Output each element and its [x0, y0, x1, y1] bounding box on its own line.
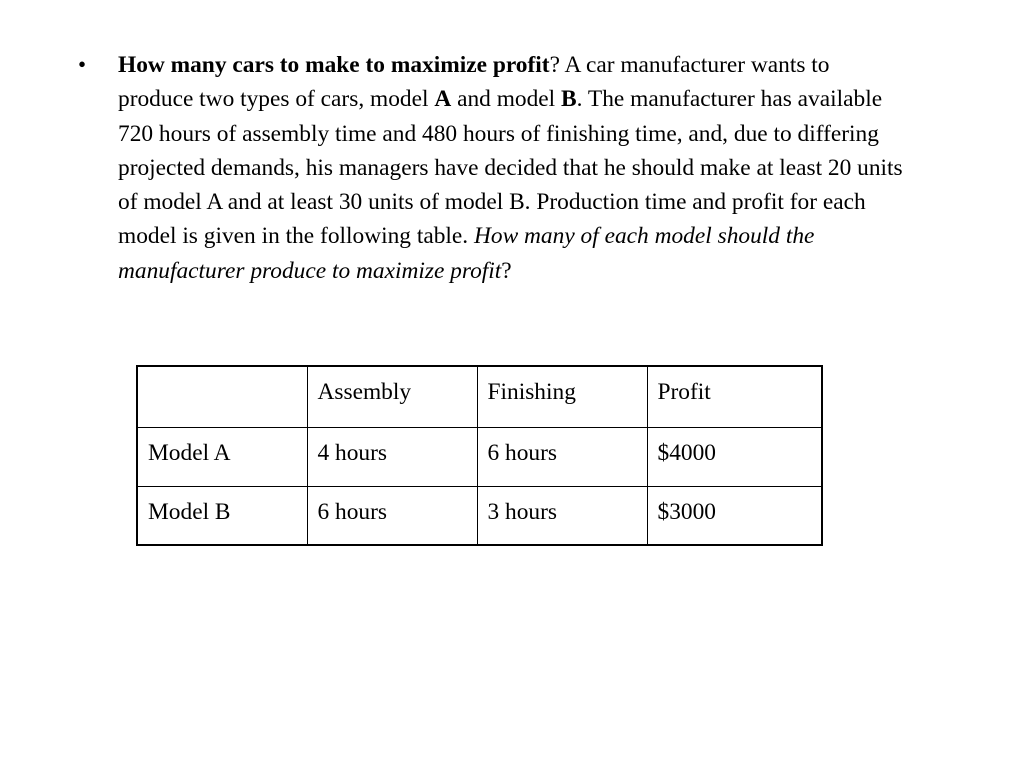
- production-table: [136, 365, 823, 546]
- table-header-row: [137, 366, 822, 427]
- table-cell: Model A: [137, 427, 307, 486]
- table-header-cell: Assembly: [307, 366, 477, 427]
- problem-body-1: ? A car manufacturer wants to produce two types of cars, model: [118, 52, 830, 113]
- table-header-cell: [137, 366, 307, 427]
- table-cell: 6 hours: [477, 427, 647, 486]
- table-row: [137, 427, 822, 486]
- table-cell: $4000: [647, 427, 822, 486]
- problem-body-2: and model: [451, 86, 562, 113]
- problem-end-mark: ?: [501, 257, 512, 284]
- problem-statement: [118, 48, 908, 288]
- problem-body-3: . The manufacturer has available 720 hours of assembly time and 480 hours of finishing time, and, due to differing projected demands, his managers have decided that he should make at least 20 units of model A and at least 30 units of model B. Production time and profit for each model is given in the following table.: [118, 86, 903, 250]
- table-cell: 3 hours: [477, 486, 647, 545]
- table-cell: 6 hours: [307, 486, 477, 545]
- table-header-cell: Finishing: [477, 366, 647, 427]
- model-a-label: A: [434, 86, 452, 113]
- model-b-label: B: [561, 86, 577, 113]
- table-cell: $3000: [647, 486, 822, 545]
- problem-bullet: [78, 48, 908, 288]
- table-cell: 4 hours: [307, 427, 477, 486]
- table-header-cell: Profit: [647, 366, 822, 427]
- table-cell: Model B: [137, 486, 307, 545]
- bullet-marker: •: [78, 52, 87, 77]
- problem-question: How many of each model should the manufacturer produce to maximize profit: [118, 223, 815, 284]
- table-row: [137, 486, 822, 545]
- problem-title: How many cars to make to maximize profit: [118, 52, 550, 78]
